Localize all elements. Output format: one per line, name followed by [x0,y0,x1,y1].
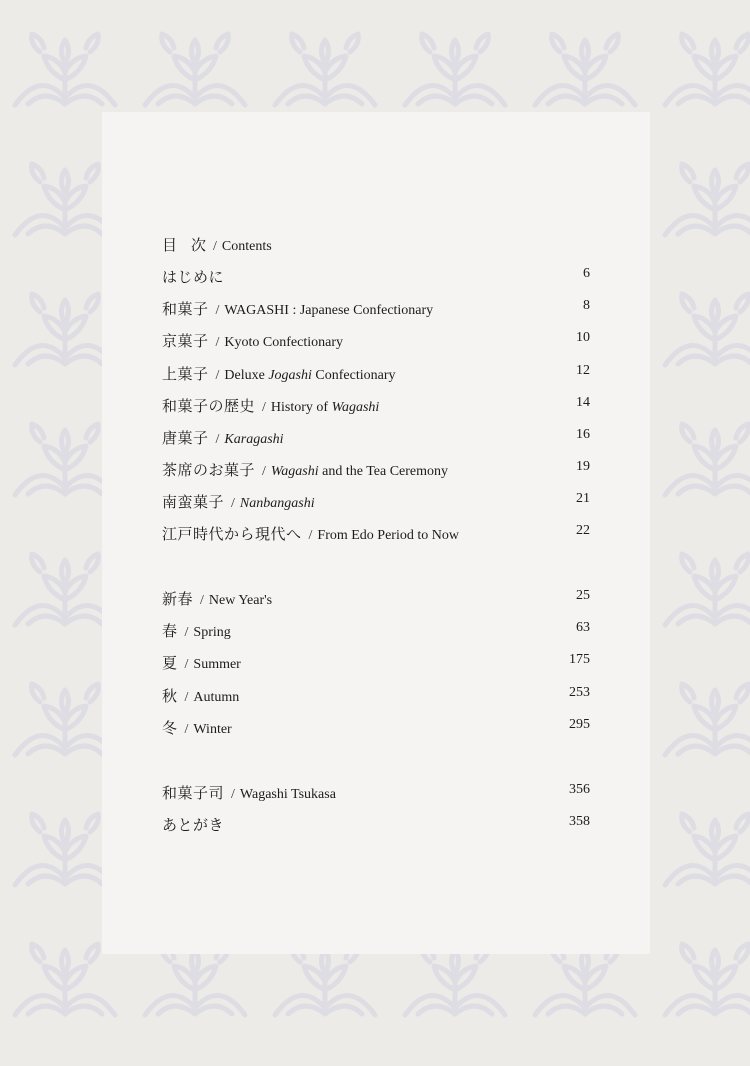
toc-entry-page: 356 [569,782,590,797]
toc-entry-jp: はじめに [162,268,225,286]
toc-entry-page: 63 [576,620,590,635]
toc-entry-new-year[interactable] [162,588,590,612]
toc-entry-en: Winter [193,722,232,737]
toc-entry-page: 358 [569,814,590,829]
toc-entry-en: WAGASHI : Japanese Confectionary [224,303,434,318]
toc-entry-tsukasa[interactable] [162,782,590,806]
separator: / [262,400,266,415]
toc-entry-jp: 新春 [162,590,194,608]
toc-entry-wagashi[interactable] [162,298,590,322]
toc-entry-tea-ceremony[interactable] [162,459,590,483]
separator: / [213,239,217,254]
toc-entry-en: Wagashi Tsukasa [239,787,336,802]
toc-entry-page: 19 [576,459,590,474]
separator: / [215,335,220,350]
toc-entry-page: 25 [576,588,590,603]
toc-entry-nanbangashi[interactable] [162,491,590,515]
toc-entry-hajimeni[interactable] [162,266,590,290]
toc-entry-spring[interactable] [162,620,590,644]
toc-entry-page: 10 [576,330,590,345]
toc-entry-page: 12 [576,363,590,378]
separator: / [215,368,220,383]
toc-entry-page: 175 [569,652,590,667]
toc-entry-jp: 上菓子 [162,365,209,383]
toc-entry-jp: 和菓子の歴史 [162,397,256,415]
toc-entry-karagashi[interactable] [162,427,590,451]
toc-entry-jp: 秋 [162,687,178,705]
heading-en: Contents [221,239,272,254]
toc-entry-en: Autumn [193,690,240,705]
separator: / [200,593,204,608]
toc-entry-en: Summer [193,657,241,672]
toc-entry-jp: 和菓子司 [162,784,225,802]
toc-entry-en: From Edo Period to Now [317,528,459,543]
toc-entry-en: Kyoto Confectionary [224,335,343,350]
separator: / [231,787,235,802]
contents-page [102,112,650,954]
separator: / [184,657,189,672]
toc-entry-jp: 春 [162,622,178,640]
toc-entry-page: 16 [576,427,590,442]
toc-entry-jp: 和菓子 [162,300,209,318]
toc-entry-autumn[interactable] [162,685,590,709]
toc-entry-page: 8 [583,298,590,313]
toc-entry-page: 22 [576,523,590,538]
toc-entry-jp: あとがき [162,816,225,834]
toc-entry-summer[interactable] [162,652,590,676]
toc-entry-jp: 南蛮菓子 [162,493,225,511]
toc-entry-en: Wagashi and the Tea Ceremony [270,464,449,479]
toc-entry-jp: 夏 [162,654,178,672]
separator: / [215,303,220,318]
separator: / [262,464,266,479]
separator: / [184,722,189,737]
separator: / [215,432,220,447]
toc-entry-page: 21 [576,491,590,506]
toc-entry-en: Spring [193,625,231,640]
heading-jp-2: 次 [191,236,207,254]
heading-jp-1: 目 [162,236,178,254]
toc-entry-en: Deluxe Jogashi Confectionary [224,368,396,383]
separator: / [231,496,235,511]
toc-entry-edo-to-now[interactable] [162,523,590,547]
separator: / [184,690,189,705]
toc-heading [162,234,590,258]
toc-entry-jp: 京菓子 [162,332,209,350]
separator: / [184,625,189,640]
toc-entry-jp: 唐菓子 [162,429,209,447]
toc-entry-jp: 冬 [162,719,178,737]
separator: / [308,528,313,543]
toc-entry-en: New Year's [208,593,273,608]
toc-entry-jp: 江戸時代から現代へ [162,525,302,543]
toc-entry-page: 6 [583,266,590,281]
toc-entry-en: Karagashi [224,432,284,447]
toc-entry-en: Nanbangashi [239,496,315,511]
toc-entry-history[interactable] [162,395,590,419]
toc-entry-page: 295 [569,717,590,732]
toc-entry-winter[interactable] [162,717,590,741]
toc-entry-kyogashi[interactable] [162,330,590,354]
toc-entry-page: 253 [569,685,590,700]
toc-entry-jp: 茶席のお菓子 [162,461,256,479]
toc-entry-jogashi[interactable] [162,363,590,387]
toc-entry-atogaki[interactable] [162,814,590,838]
toc-entry-en: History of Wagashi [270,400,380,415]
toc-entry-page: 14 [576,395,590,410]
